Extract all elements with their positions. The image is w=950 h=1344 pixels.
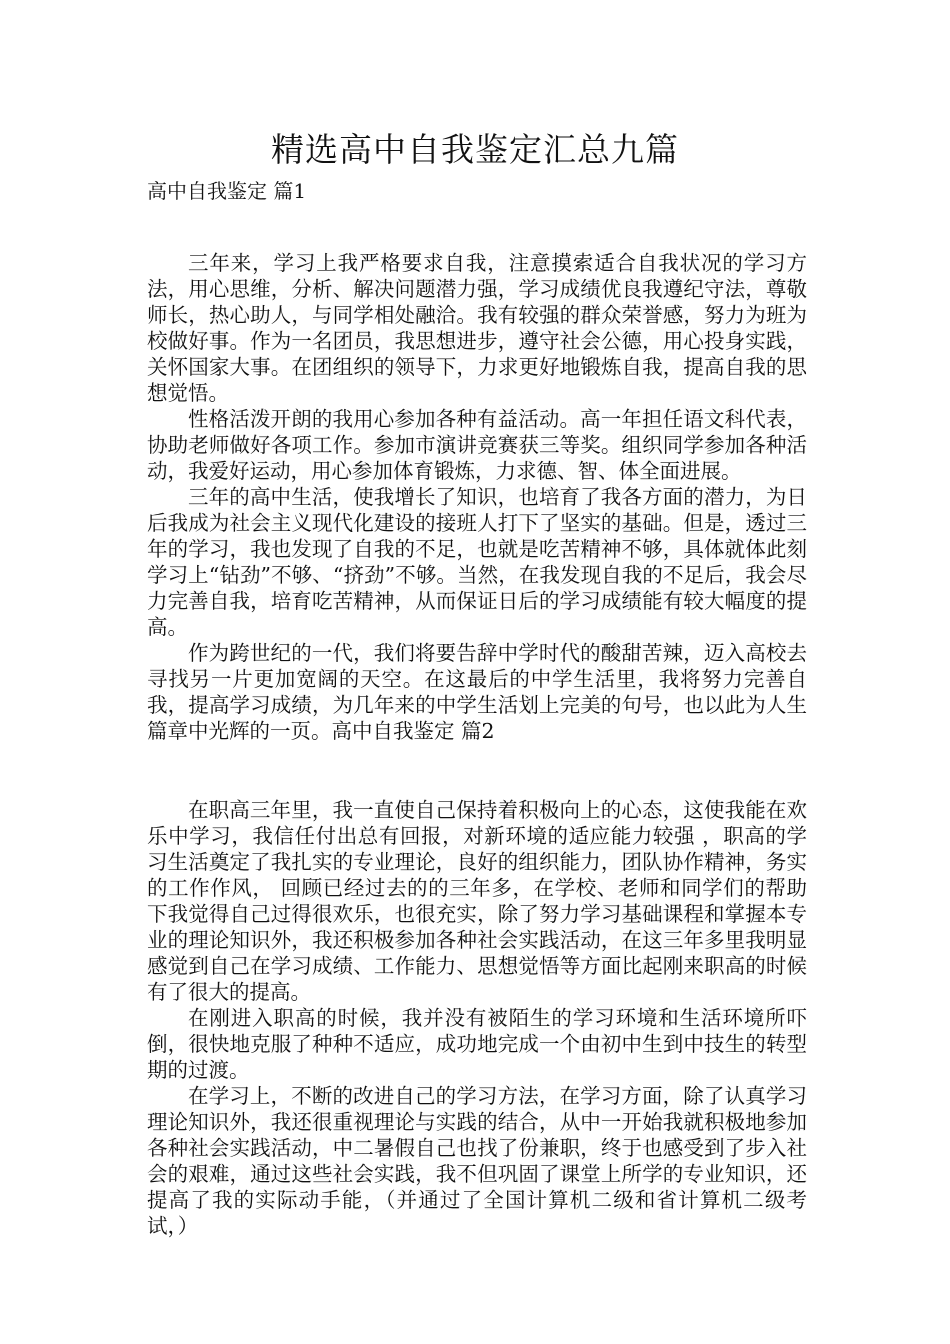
paragraph: 在学习上，不断的改进自己的学习方法，在学习方面，除了认真学习理论知识外，我还很重视理论与实践的结合，从中一开始我就积极地参加各种社会实践活动，中二暑假自己也找了份兼职，终于也感受到了步入社会的艰难，通过这些社会实践，我不但巩固了课堂上所学的专业知识，还提高了我的实际动手能，（并通过了全国计算机二级和省计算机二级考试，）	[147, 1084, 807, 1238]
section-2-body	[147, 797, 807, 1239]
section-heading-1: 高中自我鉴定 篇1	[147, 179, 307, 203]
paragraph: 三年来，学习上我严格要求自我，注意摸索适合自我状况的学习方法，用心思维，分析、解决问题潜力强，学习成绩优良我遵纪守法，尊敬师长，热心助人，与同学相处融洽。我有较强的群众荣誉感，努力为班为校做好事。作为一名团员，我思想进步，遵守社会公德，用心投身实践，关怀国家大事。在团组织的领导下，力求更好地锻炼自我，提高自我的思想觉悟。	[147, 251, 807, 405]
paragraph: 在刚进入职高的时候，我并没有被陌生的学习环境和生活环境所吓倒，很快地克服了种种不适应，成功地完成一个由初中生到中技生的转型期的过渡。	[147, 1006, 807, 1082]
document-title: 精选高中自我鉴定汇总九篇	[271, 130, 679, 169]
paragraph: 作为跨世纪的一代，我们将要告辞中学时代的酸甜苦辣，迈入高校去寻找另一片更加宽阔的天空。在这最后的中学生活里，我将努力完善自我，提高学习成绩，为几年来的中学生活划上完美的句号，也以此为人生篇章中光辉的一页。高中自我鉴定 篇2	[147, 641, 807, 743]
paragraph: 三年的高中生活，使我增长了知识，也培育了我各方面的潜力，为日后我成为社会主义现代化建设的接班人打下了坚实的基础。但是，透过三年的学习，我也发现了自我的不足，也就是吃苦精神不够，具体就体此刻学习上“钻劲”不够、“挤劲”不够。当然，在我发现自我的不足后，我会尽力完善自我，培育吃苦精神，从而保证日后的学习成绩能有较大幅度的提高。	[147, 485, 807, 639]
paragraph: 在职高三年里，我一直使自己保持着积极向上的心态，这使我能在欢乐中学习，我信任付出总有回报，对新环境的适应能力较强 ，职高的学习生活奠定了我扎实的专业理论，良好的组织能力，团队协作精神，务实的工作作风， 回顾已经过去的的三年多，在学校、老师和同学们的帮助下我觉得自己过得很欢乐，也很充实，除了努力学习基础课程和掌握本专业的理论知识外，我还积极参加各种社会实践活动，在这三年多里我明显感觉到自己在学习成绩、工作能力、思想觉悟等方面比起刚来职高的时候有了很大的提高。	[147, 798, 807, 1004]
section-1-body	[147, 250, 807, 744]
paragraph: 性格活泼开朗的我用心参加各种有益活动。高一年担任语文科代表，协助老师做好各项工作。参加市演讲竞赛获三等奖。组织同学参加各种活动，我爱好运动，用心参加体育锻炼，力求德、智、体全面进展。	[147, 407, 807, 483]
